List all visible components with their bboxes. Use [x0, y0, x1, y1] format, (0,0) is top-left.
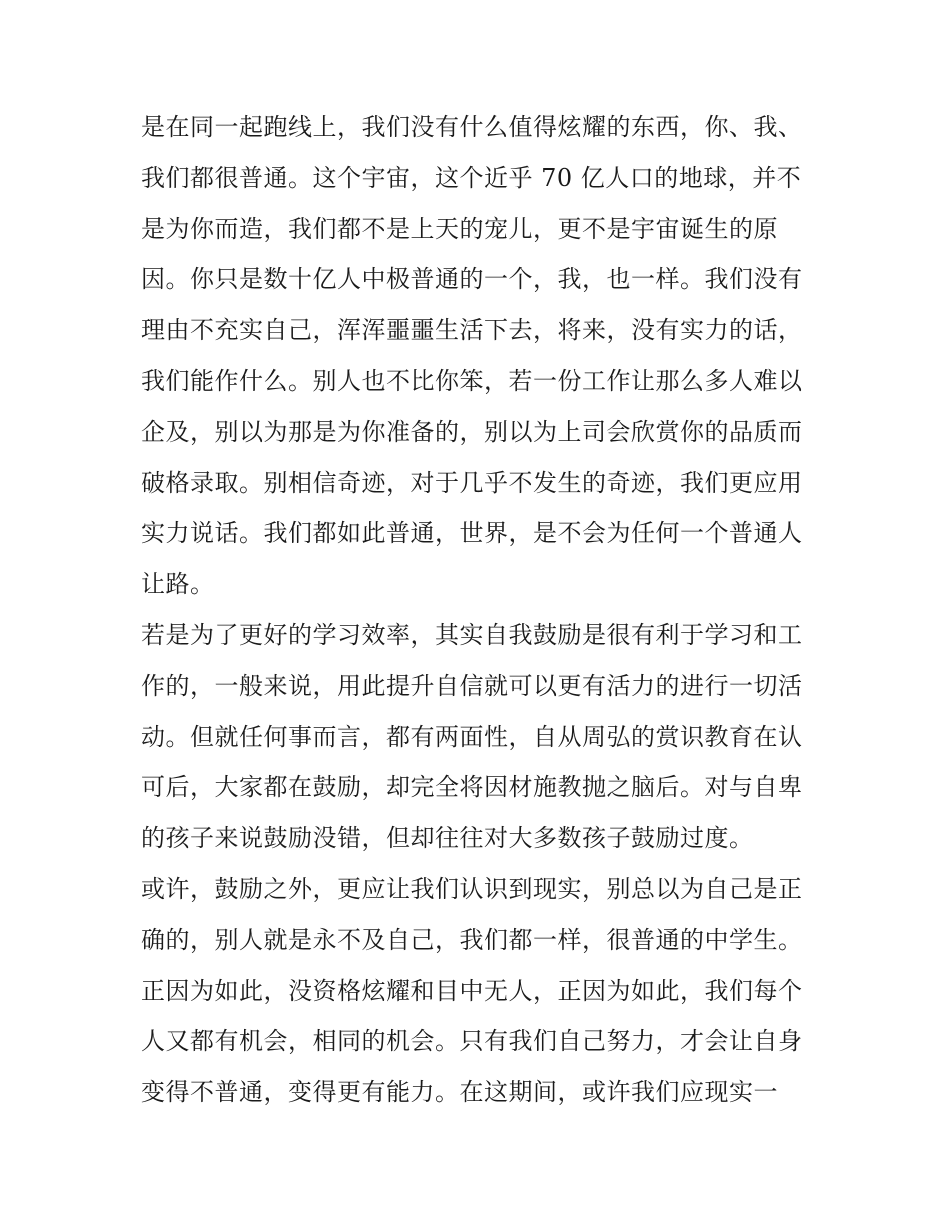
text-line: 若是为了更好的学习效率，其实自我鼓励是很有利于学习和工: [141, 620, 803, 649]
text-line: 实力说话。我们都如此普通，世界，是不会为任何一个普通人: [141, 519, 803, 548]
text-line: 的孩子来说鼓励没错，但却往往对大多数孩子鼓励过度。: [141, 824, 754, 853]
text-line: 动。但就任何事而言，都有两面性，自从周弘的赏识教育在认: [141, 722, 803, 751]
text-line: 破格录取。别相信奇迹，对于几乎不发生的奇迹，我们更应用: [141, 468, 803, 497]
text-line: 企及，别以为那是为你准备的，别以为上司会欣赏你的品质而: [141, 417, 803, 446]
text-line: 让路。: [141, 570, 215, 599]
text-line: 变得不普通，变得更有能力。在这期间，或许我们应现实一: [141, 1078, 778, 1107]
text-line: 我们都很普通。这个宇宙，这个近乎 70 亿人口的地球，并不: [141, 163, 802, 192]
text-line: 作的，一般来说，用此提升自信就可以更有活力的进行一切活: [141, 671, 803, 700]
document-body: [141, 102, 816, 1118]
text-line: 正因为如此，没资格炫耀和目中无人，正因为如此，我们每个: [141, 976, 803, 1005]
text-line: 理由不充实自己，浑浑噩噩生活下去，将来，没有实力的话，: [141, 316, 803, 345]
text-line: 可后，大家都在鼓励，却完全将因材施教抛之脑后。对与自卑: [141, 773, 803, 802]
text-line: 或许，鼓励之外，更应让我们认识到现实，别总以为自己是正: [141, 874, 803, 903]
text-line: 因。你只是数十亿人中极普通的一个，我，也一样。我们没有: [141, 265, 803, 294]
text-line: 确的，别人就是永不及自己，我们都一样，很普通的中学生。: [141, 925, 803, 954]
text-line: 是为你而造，我们都不是上天的宠儿，更不是宇宙诞生的原: [141, 214, 778, 243]
text-line: 是在同一起跑线上，我们没有什么值得炫耀的东西，你、我、: [141, 113, 803, 141]
text-line: 我们能作什么。别人也不比你笨，若一份工作让那么多人难以: [141, 366, 803, 395]
text-line: 人又都有机会，相同的机会。只有我们自己努力，才会让自身: [141, 1027, 803, 1056]
